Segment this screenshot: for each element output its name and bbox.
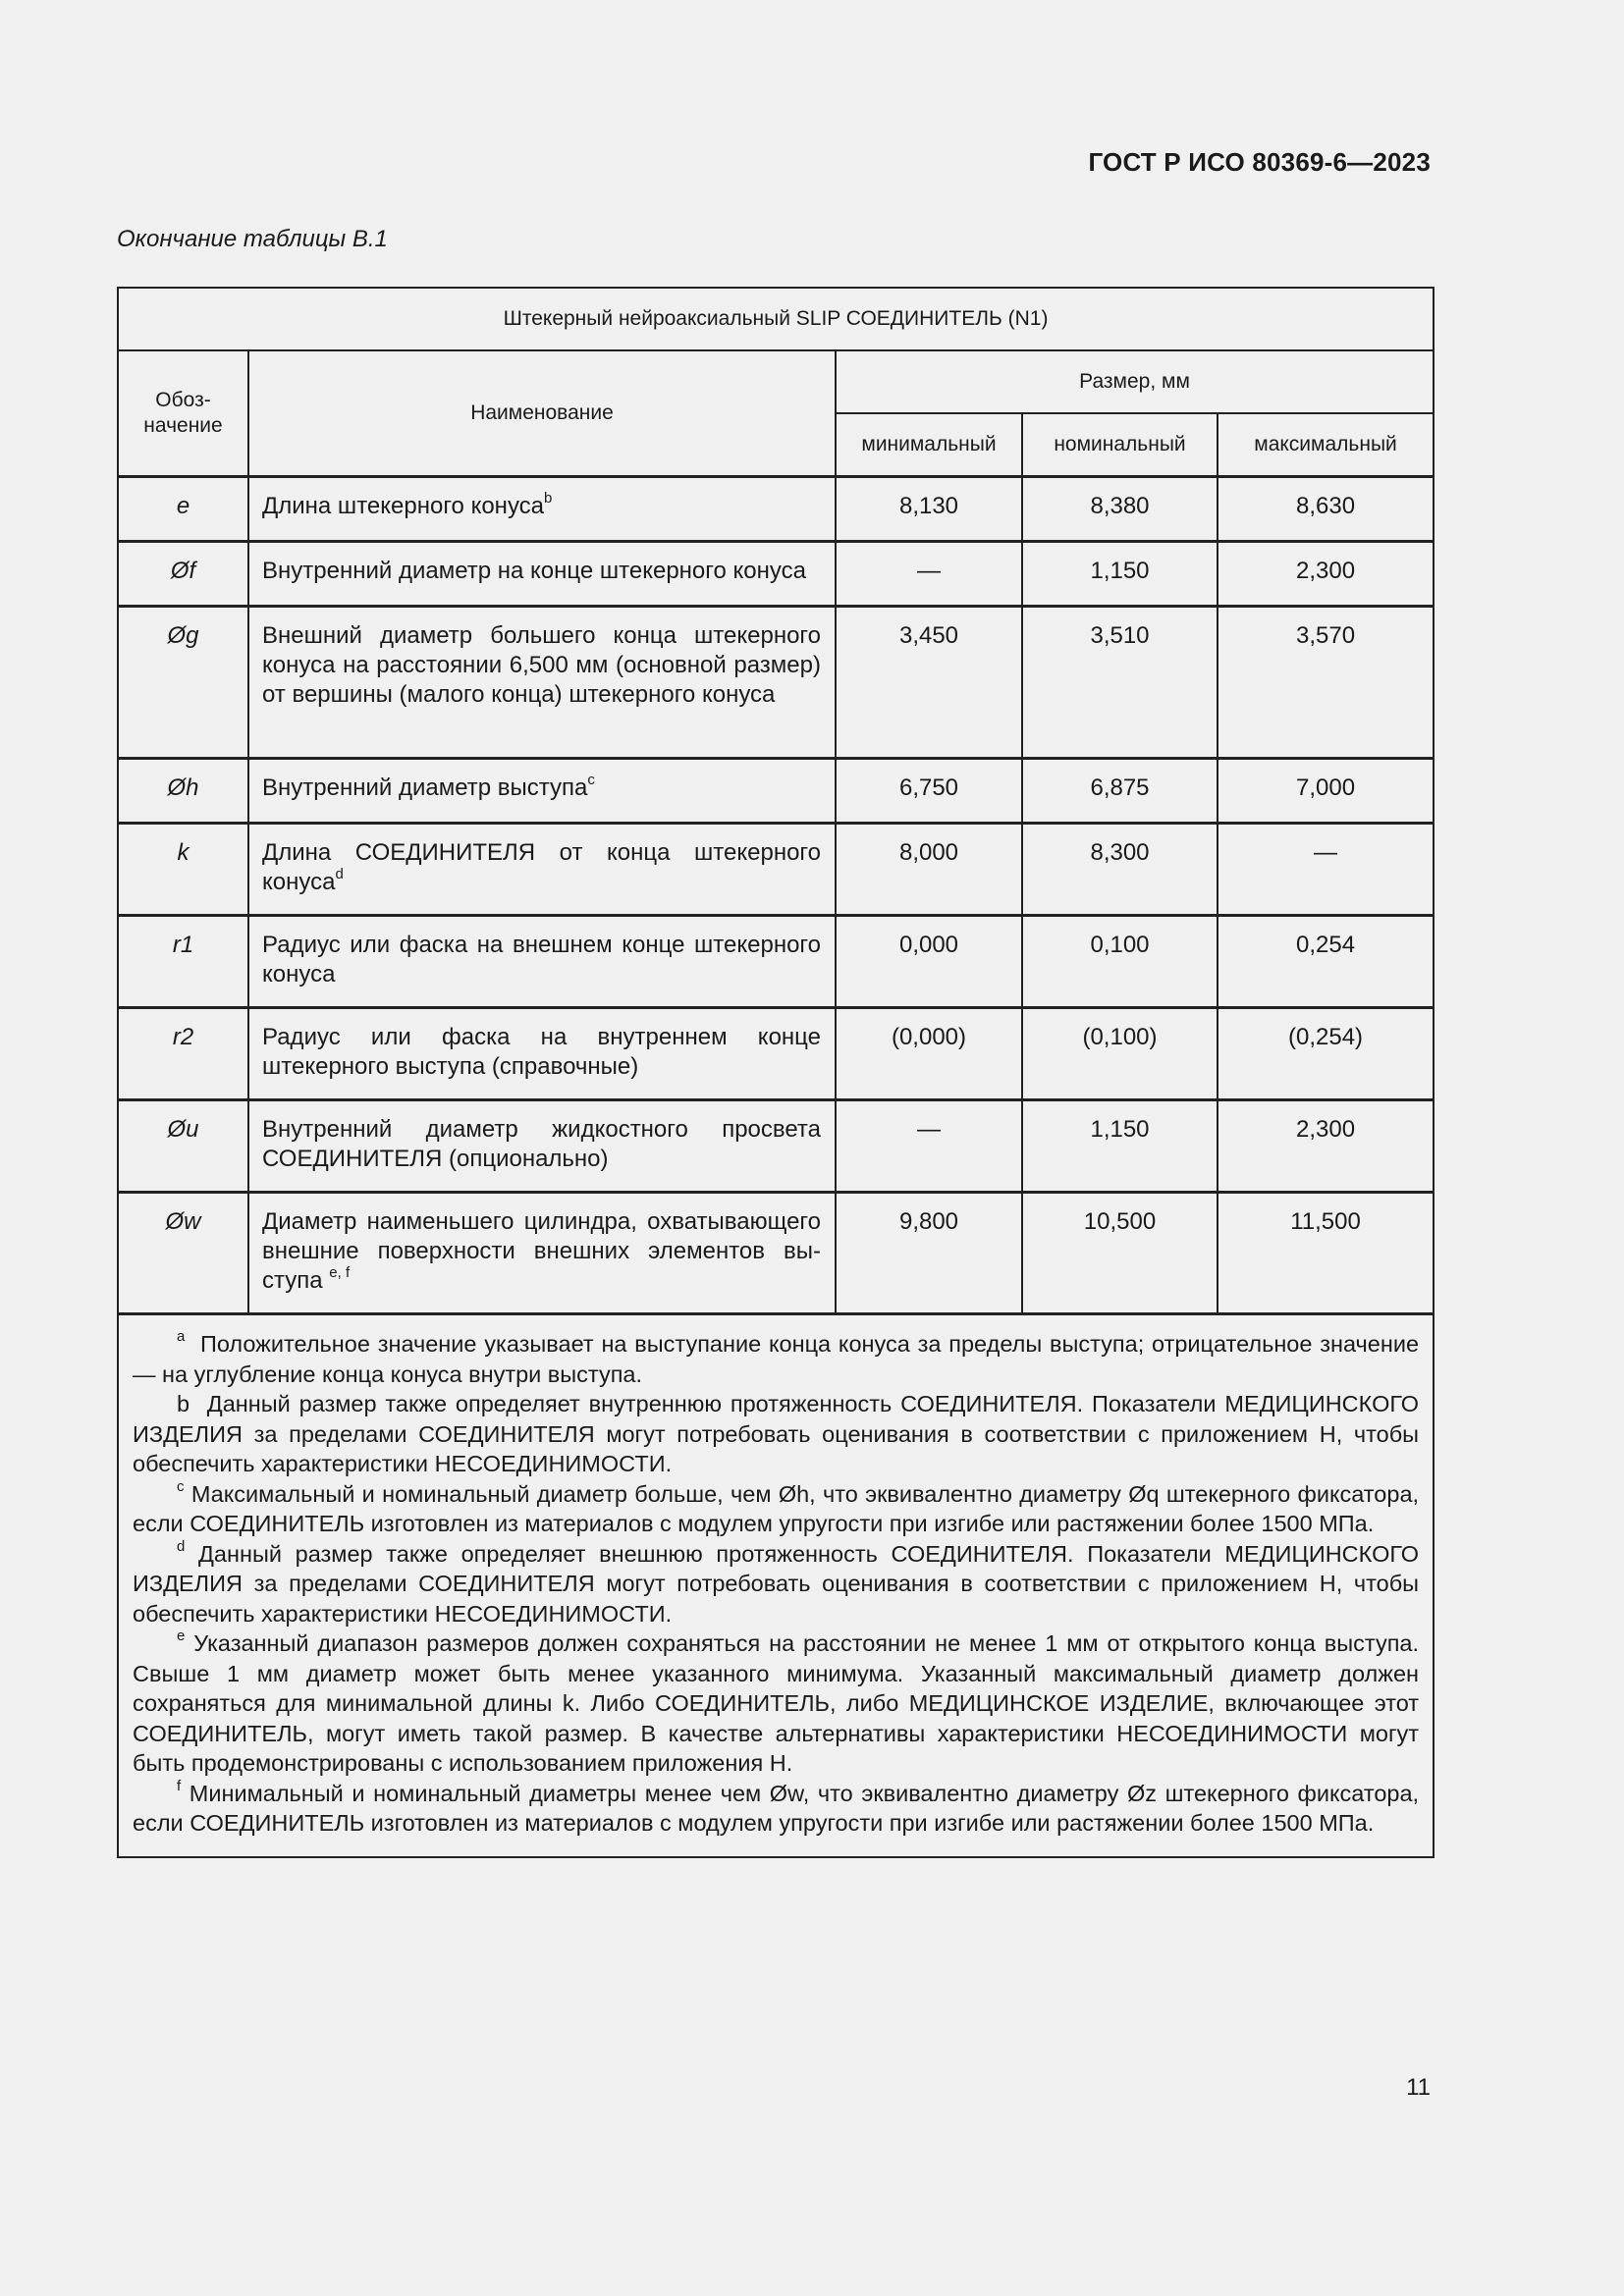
footnote: $^c$ Максимальный и номинальный диаметр больше, чем Øh, что эквивалентно диаметру Øq штекерного фиксатора, если СОЕДИНИТЕЛЬ изготовлен из материалов с модулем упругости при изгибе или растяжении более 1500 МПа. bbox=[133, 1477, 1420, 1536]
row-name: Длина штекерного конуса$^b$ bbox=[248, 477, 836, 542]
row-nom: 3,510 bbox=[1022, 607, 1218, 759]
row-max: 3,570 bbox=[1218, 607, 1434, 759]
row-min: 3,450 bbox=[836, 607, 1022, 759]
row-symbol: Øg bbox=[118, 607, 248, 759]
table-row bbox=[118, 1100, 1434, 1193]
col-header-max: максимальный bbox=[1218, 413, 1434, 477]
row-min: 9,800 bbox=[836, 1193, 1022, 1314]
row-min: 6,750 bbox=[836, 759, 1022, 824]
row-min: — bbox=[836, 542, 1022, 607]
col-header-nom: номинальный bbox=[1022, 413, 1218, 477]
row-symbol: Øh bbox=[118, 759, 248, 824]
table-row bbox=[118, 916, 1434, 1008]
footnote: b Данный размер также определяет внутреннюю протяженность СОЕДИНИТЕЛЯ. Показатели МЕДИЦИНСКОГО ИЗДЕЛИЯ за пределами СОЕДИНИТЕЛЯ могут потребовать оценивания в соответствии с приложением Н, чтобы обеспечить характеристики НЕСОЕДИНИМОСТИ. bbox=[133, 1391, 1420, 1476]
col-header-designation: Обоз- начение bbox=[118, 350, 248, 477]
table-row bbox=[118, 607, 1434, 759]
row-symbol: r2 bbox=[118, 1008, 248, 1100]
footnote: $^d$ Данный размер также определяет внешнюю протяженность СОЕДИНИТЕЛЯ. Показатели МЕДИЦИНСКОГО ИЗДЕЛИЯ за пределами СОЕДИНИТЕЛЯ могут потребовать оценивания в соответствии с приложением Н, чтобы обеспечить характеристики НЕСОЕДИНИМОСТИ. bbox=[133, 1537, 1420, 1627]
row-name: Диаметр наименьшего цилиндра, охватывающего внешние поверхности внешних элементов выступа $^{e, f}$ bbox=[248, 1193, 836, 1314]
footnote-ref: b bbox=[544, 490, 553, 507]
row-min: — bbox=[836, 1100, 1022, 1193]
table-row bbox=[118, 759, 1434, 824]
row-name: Внутренний диаметр выступа$^c$ bbox=[248, 759, 836, 824]
footnote: $^e$ Указанный диапазон размеров должен сохраняться на расстоянии не менее 1 мм от открытого конца выступа. Свыше 1 мм диаметр может быть менее указанного минимума. Указанный максимальный диаметр должен сохраняться для минимальной длины k. Либо СОЕДИНИТЕЛЬ, либо МЕДИЦИНСКОЕ ИЗДЕЛИЕ, включающее этот СОЕДИНИТЕЛЬ, могут иметь такой размер. В качестве альтернативы характеристики НЕСОЕДИНИМОСТИ могут быть продемонстрированы с использованием приложения Н. bbox=[133, 1628, 1420, 1776]
row-nom: (0,100) bbox=[1022, 1008, 1218, 1100]
footnote: $^f$ Минимальный и номинальный диаметры менее чем Øw, что эквивалентно диаметру Øz штекерного фиксатора, если СОЕДИНИТЕЛЬ изготовлен из материалов с модулем упругости при изгибе или растяжении более 1500 МПа. bbox=[133, 1777, 1420, 1836]
row-name: Длина СОЕДИНИТЕЛЯ от конца штекерного конуса$^d$ bbox=[248, 824, 836, 916]
row-symbol: Øf bbox=[118, 542, 248, 607]
footnote-ref: d bbox=[335, 866, 344, 882]
table-row bbox=[118, 1193, 1434, 1314]
row-max: 8,630 bbox=[1218, 477, 1434, 542]
row-min: 8,000 bbox=[836, 824, 1022, 916]
row-max: 0,254 bbox=[1218, 916, 1434, 1008]
table-caption: Окончание таблицы В.1 bbox=[117, 226, 388, 252]
table-row bbox=[118, 477, 1434, 542]
row-max: (0,254) bbox=[1218, 1008, 1434, 1100]
row-nom: 10,500 bbox=[1022, 1193, 1218, 1314]
row-max: 2,300 bbox=[1218, 1100, 1434, 1193]
page-number: 11 bbox=[1406, 2074, 1431, 2101]
footnote-ref: e, f bbox=[329, 1264, 351, 1281]
table-row bbox=[118, 824, 1434, 916]
row-symbol: r1 bbox=[118, 916, 248, 1008]
row-nom: 1,150 bbox=[1022, 542, 1218, 607]
row-name: Внутренний диаметр жидкостного просвета СОЕДИНИТЕЛЯ (опционально) bbox=[248, 1100, 836, 1193]
row-max: — bbox=[1218, 824, 1434, 916]
row-name: Радиус или фаска на внутреннем конце штекерного выступа (справочные) bbox=[248, 1008, 836, 1100]
row-nom: 8,380 bbox=[1022, 477, 1218, 542]
row-nom: 0,100 bbox=[1022, 916, 1218, 1008]
row-symbol: e bbox=[118, 477, 248, 542]
footnote: $^a$ Положительное значение указывает на выступание конца конуса за пределы выступа; отрицательное значение — на углубление конца конуса внутри выступа. bbox=[133, 1328, 1420, 1387]
row-nom: 8,300 bbox=[1022, 824, 1218, 916]
table-title: Штекерный нейроаксиальный SLIP СОЕДИНИТЕЛЬ (N1) bbox=[118, 288, 1434, 350]
document-header: ГОСТ Р ИСО 80369-6—2023 bbox=[1088, 147, 1431, 177]
table-footnotes bbox=[118, 1314, 1434, 1857]
row-nom: 6,875 bbox=[1022, 759, 1218, 824]
dimensions-table bbox=[117, 287, 1435, 1858]
row-symbol: k bbox=[118, 824, 248, 916]
row-symbol: Øw bbox=[118, 1193, 248, 1314]
row-min: 0,000 bbox=[836, 916, 1022, 1008]
row-name: Радиус или фаска на внешнем конце штекерного конуса bbox=[248, 916, 836, 1008]
row-max: 7,000 bbox=[1218, 759, 1434, 824]
col-header-min: минимальный bbox=[836, 413, 1022, 477]
row-min: (0,000) bbox=[836, 1008, 1022, 1100]
row-symbol: Øu bbox=[118, 1100, 248, 1193]
row-max: 11,500 bbox=[1218, 1193, 1434, 1314]
col-header-size: Размер, мм bbox=[836, 350, 1434, 413]
table-row bbox=[118, 542, 1434, 607]
row-min: 8,130 bbox=[836, 477, 1022, 542]
row-nom: 1,150 bbox=[1022, 1100, 1218, 1193]
row-name: Внутренний диаметр на конце штекерного конуса bbox=[248, 542, 836, 607]
row-max: 2,300 bbox=[1218, 542, 1434, 607]
col-header-name: Наименование bbox=[248, 350, 836, 477]
row-name: Внешний диаметр большего конца штекерного конуса на расстоянии 6,500 мм (основной размер) от вершины (малого конца) штекерного конуса bbox=[248, 607, 836, 759]
table-row bbox=[118, 1008, 1434, 1100]
footnote-ref: c bbox=[587, 772, 595, 788]
